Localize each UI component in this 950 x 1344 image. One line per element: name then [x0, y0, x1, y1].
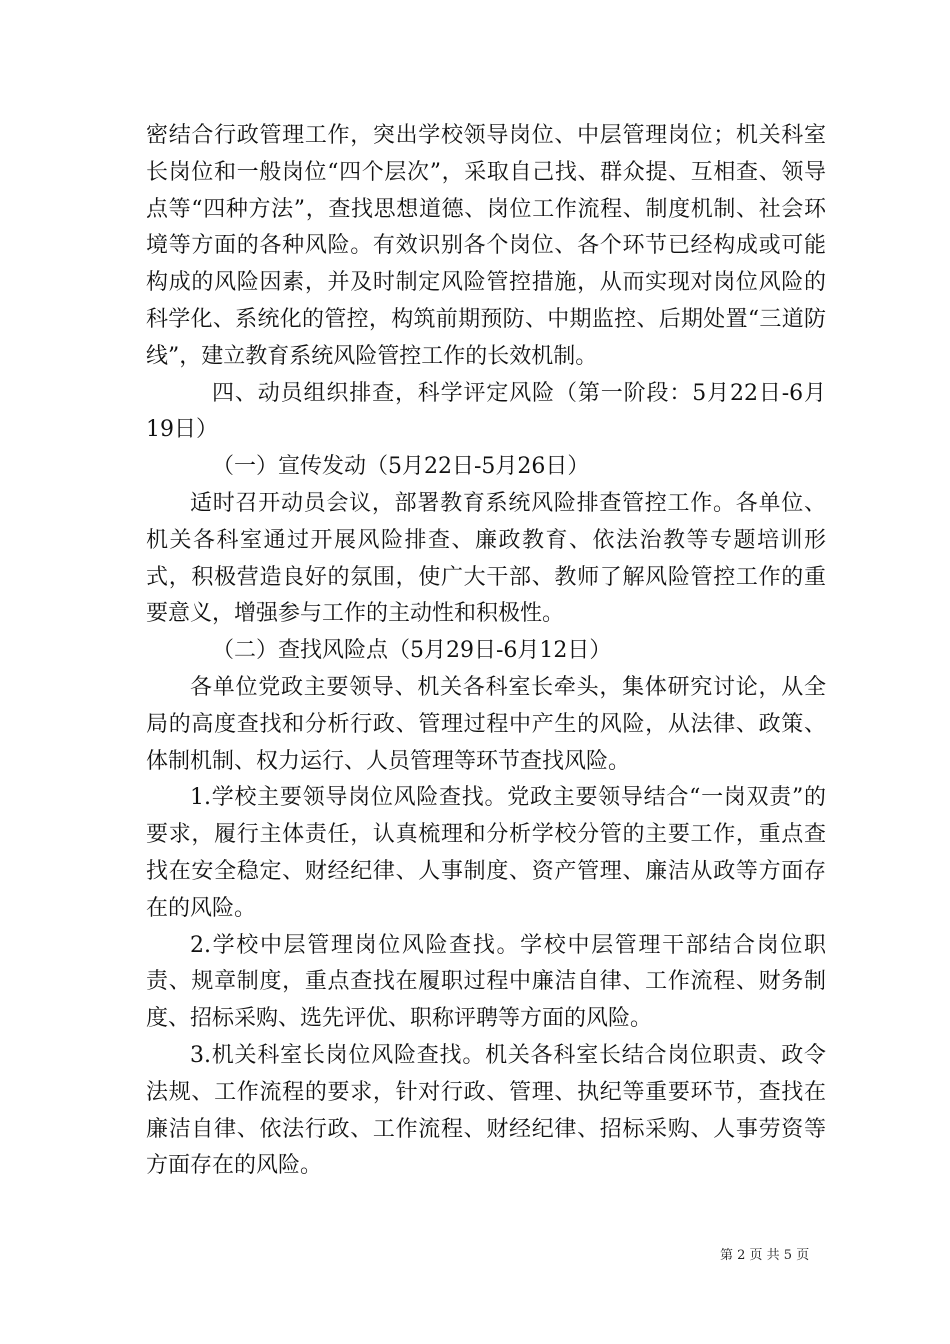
section-heading-mobilize: 四、动员组织排查，科学评定风险（第一阶段：5月22日-6月19日） [146, 380, 826, 443]
subheading-find-risk-points: （二）查找风险点（5月29日-6月12日） [212, 638, 612, 664]
subheading-publicity: （一）宣传发动（5月22日-5月26日） [212, 454, 590, 480]
paragraph-find-risk-points: 各单位党政主要领导、机关各科室长牵头，集体研究讨论，从全局的高度查找和分析行政、管理过程中产生的风险，从法律、政策、体制机制、权力运行、人员管理等环节查找风险。 [146, 674, 826, 774]
paragraph-intro-continued: 密结合行政管理工作，突出学校领导岗位、中层管理岗位；机关科室长岗位和一般岗位“四个层次”，采取自己找、群众提、互相查、领导点等“四种方法”，查找思想道德、岗位工作流程、制度机制、社会环境等方面的各种风险。有效识别各个岗位、各个环节已经构成或可能构成的风险因素，并及时制定风险管控措施，从而实现对岗位风险的科学化、系统化的管控，构筑前期预防、中期监控、后期处置“三道防线”，建立教育系统风险管控工作的长效机制。 [146, 123, 826, 369]
item-middle-management: 2.学校中层管理岗位风险查找。学校中层管理干部结合岗位职责、规章制度，重点查找在履职过程中廉洁自律、工作流程、财务制度、招标采购、选先评优、职称评聘等方面的风险。 [146, 932, 826, 1032]
item-section-chiefs: 3.机关科室长岗位风险查找。机关各科室长结合岗位职责、政令法规、工作流程的要求，针对行政、管理、执纪等重要环节，查找在廉洁自律、依法行政、工作流程、财经纪律、招标采购、人事劳资等方面存在的风险。 [146, 1042, 826, 1179]
paragraph-publicity: 适时召开动员会议，部署教育系统风险排查管控工作。各单位、机关各科室通过开展风险排查、廉政教育、依法治教等专题培训形式，积极营造良好的氛围，使广大干部、教师了解风险管控工作的重要意义，增强参与工作的主动性和积极性。 [146, 490, 826, 627]
document-body [146, 118, 826, 1185]
item-school-leaders: 1.学校主要领导岗位风险查找。党政主要领导结合“一岗双责”的要求，履行主体责任，认真梳理和分析学校分管的主要工作，重点查找在安全稳定、财经纪律、人事制度、资产管理、廉洁从政等方面存在的风险。 [146, 785, 826, 921]
page-number-footer: 第 2 页 共 5 页 [720, 1248, 810, 1263]
